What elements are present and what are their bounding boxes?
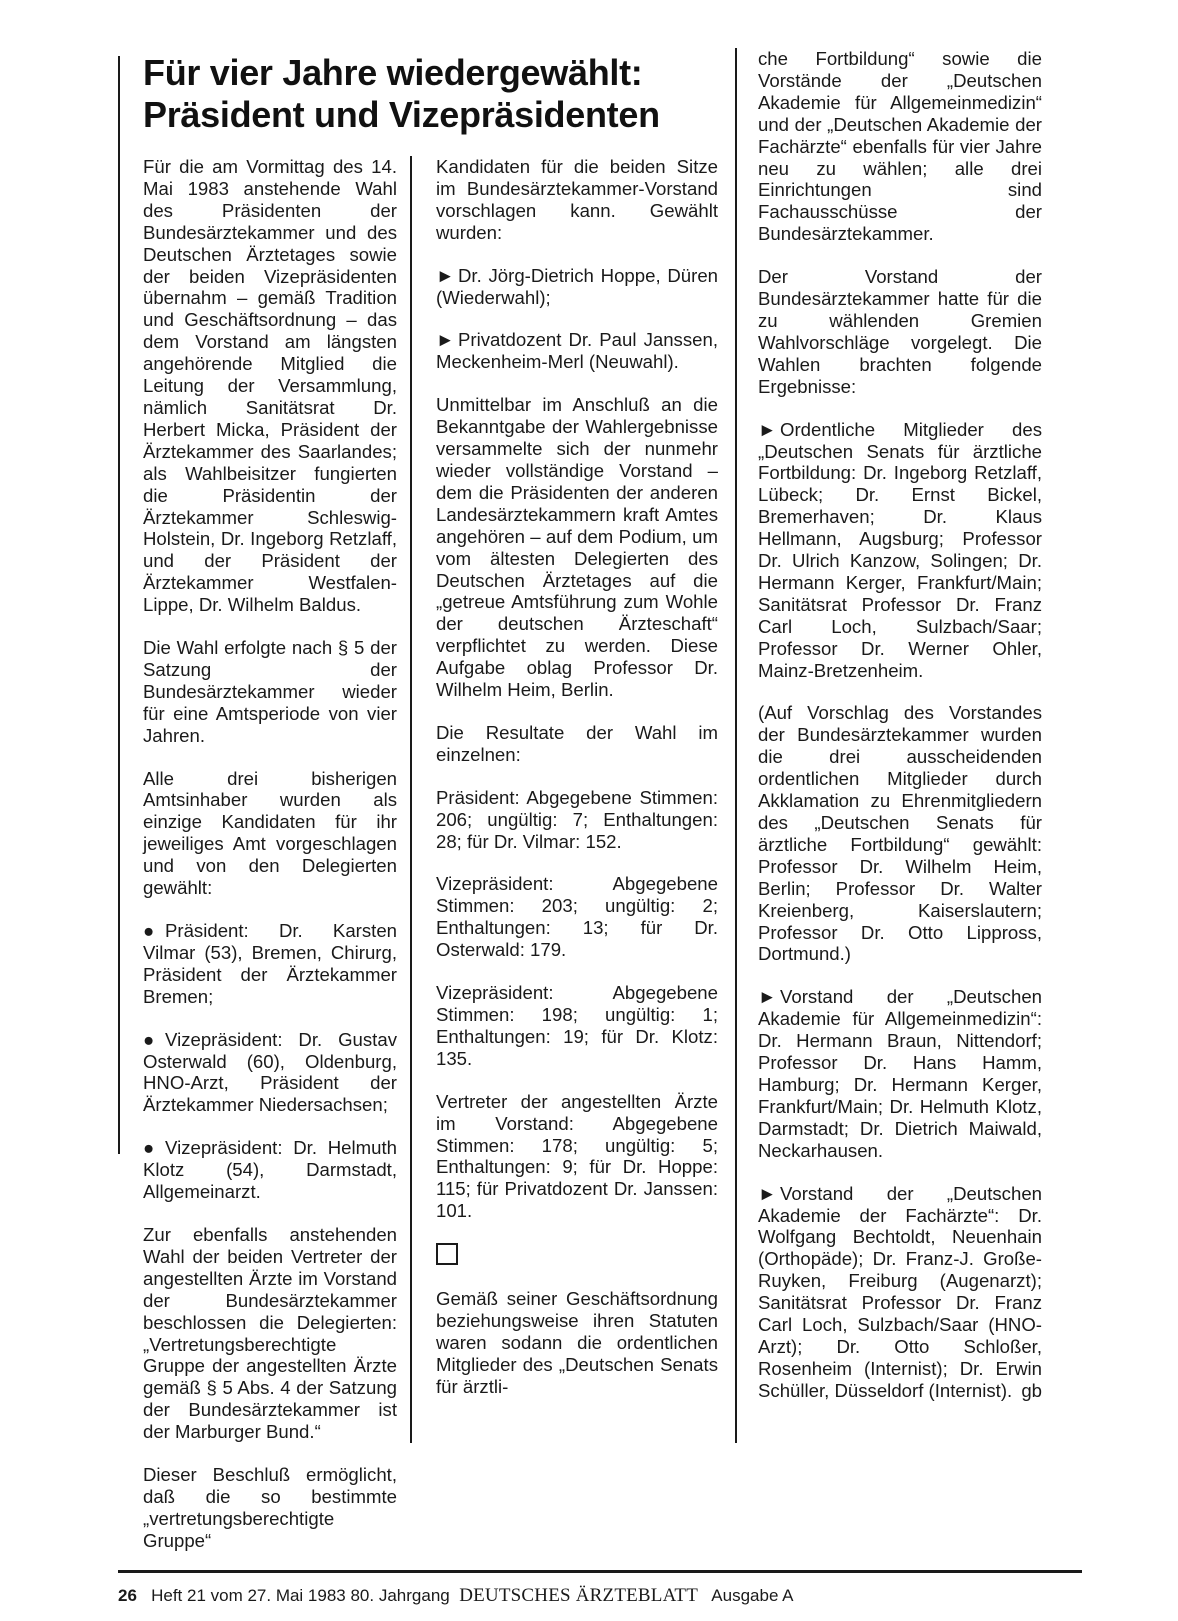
bullet-item: ● Präsident: Dr. Karsten Vilmar (53), Bremen, Chirurg, Präsident der Ärztekammer Bremen; (143, 920, 397, 1007)
paragraph: Vertreter der angestellten Ärzte im Vorstand: Abgegebene Stimmen: 178; ungültig: 5; Enthaltungen: 9; für Dr. Hoppe: 115; für Privatdozent Dr. Janssen: 101. (436, 1090, 718, 1222)
paragraph: (Auf Vorschlag des Vorstandes der Bundesärztekammer wurden die drei ausscheidenden ordentlichen Mitglieder durch Akklamation zu Ehrenmitgliedern des „Deutschen Senats für ärztliche Fortbildung“ gewählt: Professor Dr. Wilhelm Heim, Berlin; Professor Dr. Walter Kreienberg, Kaiserslautern; Professor Dr. Otto Lippross, Dortmund.) (758, 702, 1042, 965)
arrow-bullet-icon: ► (758, 1182, 777, 1204)
arrow-bullet-icon: ► (758, 418, 777, 440)
paragraph: Vizepräsident: Abgegebene Stimmen: 203; ungültig: 2; Enthaltungen: 13; für Dr. Osterwald: 179. (436, 873, 718, 961)
column-3 (758, 48, 1042, 1402)
page-number: 26 (118, 1586, 137, 1605)
paragraph: Gemäß seiner Geschäftsordnung beziehungsweise ihren Statuten waren sodann die ordentlichen Mitglieder des „Deutschen Senats für ärztli- (436, 1288, 718, 1397)
issue-info: Heft 21 vom 27. Mai 1983 80. Jahrgang (151, 1586, 450, 1605)
bullet-item: ● Vizepräsident: Dr. Gustav Osterwald (60), Oldenburg, HNO-Arzt, Präsident der Ärztekammer Niedersachsen; (143, 1028, 397, 1116)
arrow-item: ► Dr. Jörg-Dietrich Hoppe, Düren (Wiederwahl); (436, 264, 718, 308)
bullet-dot-icon: ● (143, 1028, 155, 1050)
end-box (436, 1243, 718, 1267)
left-margin-rule (118, 56, 120, 1154)
column-rule (410, 156, 412, 1443)
paragraph: Unmittelbar im Anschluß an die Bekanntgabe der Wahlergebnisse versammelte sich der nunmehr wieder vollständige Vorstand – dem die Präsidenten der anderen Landesärztekammern kraft Amtes angehören – auf dem Podium, um vom ältesten Delegierten des Deutschen Ärztetages auf die „getreue Amtsführung zum Wohle der deutschen Ärzteschaft“ verpflichtet zu werden. Diese Aufgabe oblag Professor Dr. Wilhelm Heim, Berlin. (436, 394, 718, 701)
paragraph: Zur ebenfalls anstehenden Wahl der beiden Vertreter der angestellten Ärzte im Vorstand der Bundesärztekammer beschlossen die Delegierten: „Vertretungsberechtigte Gruppe der angestellten Ärzte gemäß § 5 Abs. 4 der Satzung der Bundesärztekammer ist der Marburger Bund.“ (143, 1223, 397, 1443)
journal-name: DEUTSCHES ÄRZTEBLATT (459, 1585, 699, 1606)
paragraph: Präsident: Abgegebene Stimmen: 206; ungültig: 7; Enthaltungen: 28; für Dr. Vilmar: 152. (436, 786, 718, 852)
paragraph: Dieser Beschluß ermöglicht, daß die so bestimmte „vertretungsberechtigte Gruppe“ (143, 1464, 397, 1551)
arrow-bullet-icon: ► (436, 264, 455, 286)
arrow-item: ► Privatdozent Dr. Paul Janssen, Meckenheim-Merl (Neuwahl). (436, 329, 718, 373)
page-footer (118, 1585, 1082, 1607)
arrow-bullet-icon: ► (436, 329, 455, 351)
arrow-bullet-icon: ► (758, 986, 777, 1008)
edition-label: Ausgabe A (711, 1586, 794, 1605)
bullet-dot-icon: ● (143, 1137, 155, 1159)
bullet-dot-icon: ● (143, 920, 155, 941)
column-rule (735, 48, 737, 1443)
arrow-item: ► Vorstand der „Deutschen Akademie der Fachärzte“: Dr. Wolfgang Bechtoldt, Neuenhain (Orthopäde); Dr. Franz-J. Große-Ruyken, Freiburg (Augenarzt); Sanitätsrat Professor Dr. Franz Carl Loch, Sulzbach/Saar (HNO-Arzt); Dr. Otto Schloßer, Rosenheim (Internist); Dr. Erwin Schüller, Düsseldorf (Internist). gb (758, 1182, 1042, 1401)
paragraph: Die Wahl erfolgte nach § 5 der Satzung der Bundesärztekammer wieder für eine Amtsperiode von vier Jahren. (143, 637, 397, 746)
title-line-2: Präsident und Vizepräsidenten (143, 94, 660, 135)
paragraph: Alle drei bisherigen Amtsinhaber wurden als einzige Kandidaten für ihr jeweiliges Amt vorgeschlagen und von den Delegierten gewählt: (143, 767, 397, 899)
arrow-item: ► Vorstand der „Deutschen Akademie für Allgemeinmedizin“: Dr. Hermann Braun, Nittendorf; Professor Dr. Hans Hamm, Hamburg; Dr. Hermann Kerger, Frankfurt/Main; Dr. Helmuth Klotz, Darmstadt; Dr. Dietrich Maiwald, Neckarhausen. (758, 986, 1042, 1161)
title-line-1: Für vier Jahre wiedergewählt: (143, 52, 643, 93)
bullet-item: ● Vizepräsident: Dr. Helmuth Klotz (54), Darmstadt, Allgemeinarzt. (143, 1137, 397, 1203)
paragraph: Für die am Vormittag des 14. Mai 1983 anstehende Wahl des Präsidenten der Bundesärztekammer und des Deutschen Ärztetages sowie der beiden Vizepräsidenten übernahm – gemäß Tradition und Geschäftsordnung – das dem Vorstand am längsten angehörende Mitglied die Leitung der Versammlung, nämlich Sanitätsrat Dr. Herbert Micka, Präsident der Ärztekammer des Saarlandes; als Wahlbeisitzer fungierten die Präsidentin der Ärztekammer Schleswig-Holstein, Dr. Ingeborg Retzlaff, und der Präsident der Ärztekammer Westfalen-Lippe, Dr. Wilhelm Baldus. (143, 156, 397, 616)
paragraph: Die Resultate der Wahl im einzelnen: (436, 721, 718, 765)
author-initials: gb (1021, 1379, 1042, 1401)
section-end-box-icon (436, 1243, 458, 1265)
arrow-item: ► Ordentliche Mitglieder des „Deutschen Senats für ärztliche Fortbildung: Dr. Ingeborg Retzlaff, Lübeck; Dr. Ernst Bickel, Bremerhaven; Dr. Klaus Hellmann, Augsburg; Professor Dr. Ulrich Kanzow, Solingen; Dr. Hermann Kerger, Frankfurt/Main; Sanitätsrat Professor Dr. Franz Carl Loch, Sulzbach/Saar; Professor Dr. Werner Ohler, Mainz-Bretzenheim. (758, 418, 1042, 681)
article-title (143, 52, 763, 136)
paragraph: Der Vorstand der Bundesärztekammer hatte für die zu wählenden Gremien Wahlvorschläge vorgelegt. Die Wahlen brachten folgende Ergebnisse: (758, 266, 1042, 397)
footer-rule (118, 1570, 1082, 1573)
paragraph: che Fortbildung“ sowie die Vorstände der „Deutschen Akademie für Allgemeinmedizin“ und der „Deutschen Akademie der Fachärzte“ ebenfalls für vier Jahre neu zu wählen; alle drei Einrichtungen sind Fachausschüsse der Bundesärztekammer. (758, 48, 1042, 245)
column-1 (143, 156, 397, 1552)
paragraph: Kandidaten für die beiden Sitze im Bundesärztekammer-Vorstand vorschlagen kann. Gewählt wurden: (436, 156, 718, 243)
paragraph: Vizepräsident: Abgegebene Stimmen: 198; ungültig: 1; Enthaltungen: 19; für Dr. Klotz: 135. (436, 982, 718, 1069)
column-2 (436, 156, 718, 1398)
